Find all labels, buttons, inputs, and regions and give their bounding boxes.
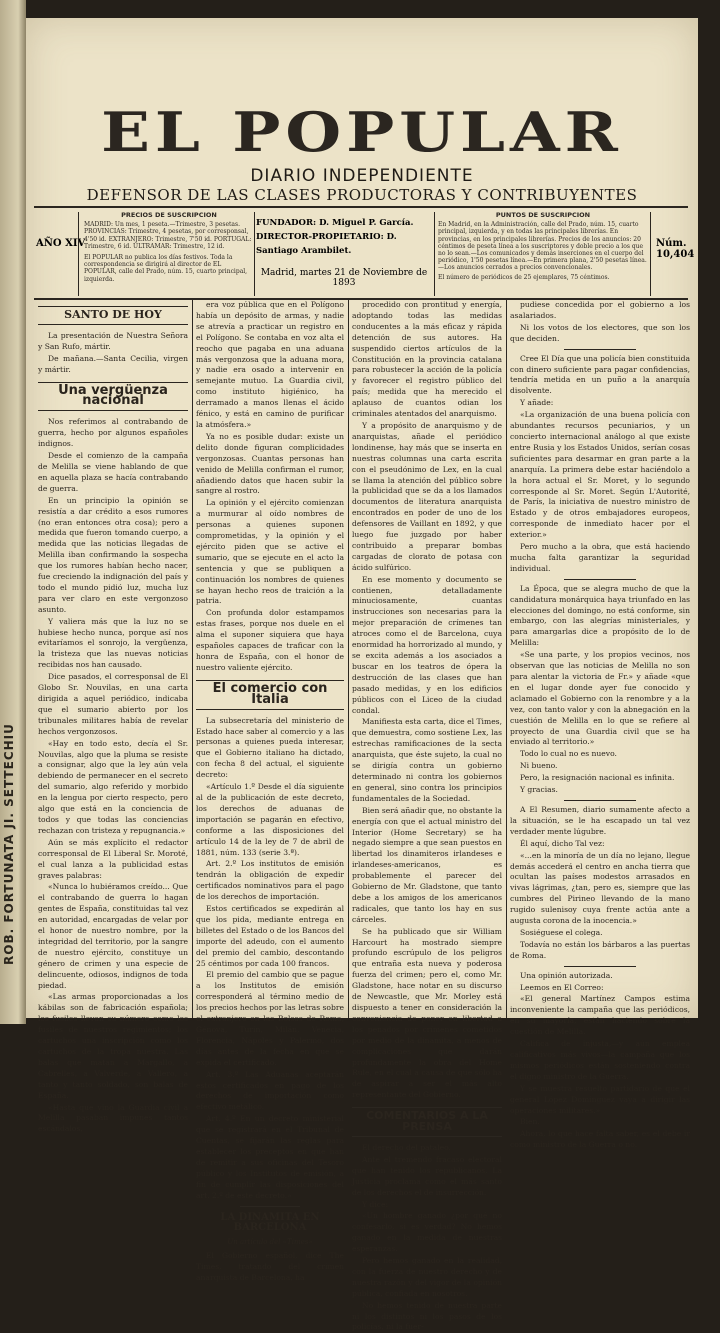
book-spine	[0, 0, 26, 1024]
subscription-prices-box	[84, 212, 254, 296]
subscription-points-box	[438, 212, 648, 296]
paragraph: A El Resumen, diario sumamente afecto a la situación, se le ha escapado un tal vez verdader mente lúgubre.	[510, 804, 690, 836]
paragraph: Nos referimos al contrabando de guerra, hecho por algunos españoles indignos.	[38, 417, 188, 449]
info-bar	[34, 208, 695, 300]
paragraph: «Se una parte, y los propios vecinos, nos observan que las noticias de Melilla no son para alentar la victoria de Fr.» y añade «que en el lugar donde ayer fue conocido y aclamado el Gobierno con la renombre y a la vez, con tanto valor y con la abnegación en la cuestión de Melilla en lo que se refiere al proyecto de una Guardia civil que se ha enviado al territorio.»	[510, 650, 690, 747]
paragraph: Y gracias.	[520, 785, 558, 795]
paragraph: «El general Martínez Campos estima inconveniente la campaña que las periódicos, en su mayoría, están haciendo sobre la cuestión de Melilla.	[510, 994, 690, 1037]
column-4	[510, 300, 690, 1150]
paragraph: Y añade:	[520, 398, 554, 408]
subscription-points-title: PUNTOS DE SUSCRIPCION	[495, 211, 591, 219]
paragraph: Aún se más explícito el redactor corresponsal de El Liberal Sr. Moroté, el cual lanza a la publicidad estas graves palabras:	[38, 837, 188, 880]
paragraph: Cree El Día que una policía bien constituida con dinero suficiente para pagar confidencias, tendría metida en un puño a la anarquía disolvente.	[510, 353, 690, 396]
divider	[78, 212, 79, 296]
newspaper-page	[26, 18, 698, 1332]
paragraph: Y valiera más que la luz no se hubiese hecho nunca, porque así nos evitaríamos el sonrojo, la vergüenza, la tristeza que las nuevas noticias recibidas nos han causado.	[38, 616, 188, 670]
founder-line: FUNDADOR: D. Miguel P. García.	[256, 218, 414, 228]
paragraph: En ese momento y documento se contienen, detalladamente minuciosamente, cuantas instrucciones son necesarias para la mejor preparación de crímenes tan atroces como el de Barcelona, cuya enormidad ha horrorizado al mundo, y se excita además a los asociados a buscar en los teatros de ópera la destrucción de las clases que han pasado medidas, y en los edificios públicos con el Liceo de la ciudad condal.	[352, 574, 502, 715]
paragraph: «La organización de una buena policía con abundantes recursos pecuniarios, y un concierto internacional análogo al que existe entre Rusia y los Estados Unidos, serían cosas suficientes para desarmar en gran parte a la anarquía. La primera debe estar haciéndolo a la hora actual el Sr. Moret, y lo segundo corresponde al Sr. Moret. Según L'Autorité, de París, la iniciativa de nuestro ministro de Estado y de otros embajadores europeos, corresponde de inmediato hacer por el exterior.»	[510, 410, 690, 540]
paragraph: Art. 2.º Los institutos de emisión tendrán la obligación de expedir certificados nominativos para el pago de los derechos de importación.	[196, 859, 344, 902]
paragraph: Y se muestra resuelto partidario de que el general López Domínguez vaya a dirigir las operaciones militares.»	[510, 1083, 690, 1115]
paragraph: procedido con prontitud y energía, adoptando todas las medidas conducentes a la más eficaz y rápida detención de sus autores. Ha suspendido ciertos artículos de la Constitución en la provincia catalana para robustecer la acción de la policía y favorecer el registro público del país; medida que ha merecido el aplauso de cuantos odian los criminales atentados del anarquismo.	[352, 300, 502, 419]
article-heading: El comercio con Italia	[196, 680, 344, 710]
paragraph: Y a propósito de anarquismo y de anarquistas, añade el periódico londinense, hay más que se inserta en nuestras columnas una carta escrita con el pseudónimo de Lex, en la cual se llama la atención del público sobre la publicidad que se da a los llamados documentos de literatura anarquista encontrados en poder de uno de los defensores de Vaillant en 1892, y que luego fue juzgado por haber contribuido a preparar bombas cargadas de clorato de potasa con ácido sulfúrico.	[352, 420, 502, 572]
paragraph: Art. 3.º Las Aduanas aceptarán estos certificados en pago de los derechos de importación como efectivo metálico.	[196, 1069, 344, 1112]
column-2	[196, 300, 344, 1283]
separator	[564, 579, 636, 580]
subscription-prices-text: MADRID: Un mes, 1 peseta.—Trimestre, 3 pesetas. PROVINCIAS: Trimestre, 4 pesetas, por corresponsal, 4'50 id. EXTRANJERO: Trimestre, 7'50 id. PORTUGAL: Trimestre, 6 id. ULTRAMAR: Trimestre, 12 id.	[84, 221, 252, 250]
paragraph: La opinión y el ejército comienzan a murmurar al oído nombres de personas a quienes suponen comprometidas, y la opinión y el ejército piden que se active el sumario, que se ejecute en el acto la sentencia y que se publiquen a continuación los nombres de quienes se hayan hecho reos de traición a la patria.	[196, 498, 344, 606]
masthead-subtitle: DIARIO INDEPENDIENTE	[250, 166, 474, 186]
paragraph: «Hay en todo esto, decía el Sr. Nouvilas, algo que la pluma se resiste a consignar, algo que la ley aún vela debiendo de permanecer en el secreto del sumario, algo referido y morbido en la lengua por cierto respecto, pero algo que está en la conciencia de todos y que todas las conciencias rechazan con tristeza y repugnancia.»	[38, 738, 188, 835]
paragraph: Bien será añadir que, no obstante la energía con que el actual ministro del Interior (Home Secretary) se ha negado siempre a que sean puestos en libertad los dinamiteros irlandeses e irlandeses-americanos, es probablemente el parecer del Gobierno de Mr. Gladstone, que tanto debe a los amigos de los americanos radicales, que tanto los hay en sus cárceles.	[352, 805, 502, 924]
paragraph: El derecho del pataleo.	[362, 1142, 451, 1152]
divider	[254, 212, 255, 296]
article-heading: COMENTARIOS A LA PRENSA	[352, 1107, 502, 1137]
column-3	[352, 300, 502, 1332]
director-line: DIRECTOR-PROPIETARIO: D. Santiago Arambilet.	[256, 232, 397, 256]
column-1	[38, 300, 188, 1134]
paragraph: Dice pasados, el corresponsal de El Globo Sr. Nouvilas, en una carta dirigida a aquel periódico, indicaba que el sumario abierto por los tribunales militares había de revelar hechos vergonzosos.	[38, 672, 188, 736]
paragraph: De mañana.—Santa Cecilia, virgen y mártir.	[38, 353, 188, 374]
paragraph: Bien.	[520, 1117, 540, 1127]
paragraph: Art. 4.º En un decreto ministerial que se registrará en el Tribunal de Cuentas, se fijarán las reglas para establecer los preceptos en que han de remitir a sus oficinas del Tesoro público y los Institutos de emisión, a fin de cumplir las disposiciones del art. 2.º de este decreto.»	[196, 1114, 344, 1200]
paragraph: Estos certificados se expedirán al que los pida, mediante entrega en billetes del Estado o de los Bancos del importe del adeudo, con el aumento del premio del cambio, descontando 25 céntimos por cada 100 francos.	[196, 904, 344, 968]
paragraph: Ante el tremendo fracaso electoral que han tenido los republicanos, La Justicia proclama como el más santo de los derechos el de insurrección.	[352, 1154, 502, 1197]
year-label: AÑO XIV	[36, 238, 86, 249]
saint-of-day-heading: SANTO DE HOY	[38, 306, 188, 325]
paragraph: Manifiesta esta carta, dice el Times, que demuestra, como sostiene Lex, las estrechas ramificaciones de la secta anarquista, que éste sujeto, la cual no se dirigía contra un gobierno determinado ni contra los gobiernos en general, sino contra los principios fundamentales de la Sociedad.	[352, 717, 502, 803]
column-divider	[506, 300, 507, 1018]
column-divider	[192, 300, 193, 1018]
paragraph: Y dice:	[362, 1199, 389, 1209]
paragraph: Todo lo cual no es nuevo.	[520, 749, 617, 759]
paragraph: «Las armas proporcionadas a los kábilas son de fabricación española; los fusiles llevan su número como los fusiles de nuestros regimientos; los cartuchos una inscripción como los cartuchos de la tropa nuestra. Las balas que matan a Margallo, a Cabrelles, a Valverde, a Vallero, a tanto y tanto soldado, son balas de España.	[38, 992, 188, 1100]
paragraph: Ni los votos de los electores, que son los que deciden.	[510, 322, 690, 343]
article-heading: Una vergüenza nacional	[38, 382, 188, 412]
subscription-points-text: En Madrid, en la Administración, calle del Prado, núm. 15, cuarto principal, izquierda, y en todas las principales librerías. En provincias, en los principales librerías. Precios de los anuncios: 20 céntimos de peseta línea a los suscriptores y doble precio a los que no lo sean.—Los comunicados y demás inserciones en el cuerpo del periódico, 1'50 pesetas línea.—En primera plana, 2'50 pesetas línea.—Los anuncios cerrados a precios convencionales.	[438, 221, 647, 272]
paragraph: «Un hombre ganado ¿por qué no confesarlo, si es verdad? No hemos ganado en la medida de nuestras esperanzas.	[352, 1211, 502, 1254]
paragraph: Todavía no están los bárbaros a las puertas de Roma.	[510, 939, 690, 960]
column-divider	[348, 300, 349, 1018]
paragraph: Pero hemos ganado en la realidad, con la fuerza de nuestro derecho y de nuestra razón y del vigor de la opinión pública, confiada en nosotros.	[352, 1256, 502, 1298]
paragraph: Se ha publicado que sir William Harcourt ha mostrado siempre profundo escrúpulo de los peligros que entraña esta nueva y poderosa fuerza del crimen; pero el, como Mr. Gladstone, hace notar en su discurso de Newcastle, que Mr. Morley está dispuesto a tener en consideración la conveniencia de poner en libertad a los penados por crímenes cometidos por medio de la dinamita, a menos de complicaciones que darán profundamente la obra del Home Rule, en el cual a causa de que sólo ha de aspirar a ser el más alto representante del Gobierno.	[352, 926, 502, 1100]
divider	[434, 212, 435, 296]
paragraph: En un principio la opinión se resistía a dar crédito a esos rumores (no eran entonces otra cosa); pero a medida que fueron tomando cuerpo, a medida que las noticias llegadas de Melilla iban confirmando la sospecha que los rumores habían hecho nacer, fue creciendo la indignación del país y todo el mundo pidió luz, mucha luz para ver claro en este vergonzoso asunto.	[38, 495, 188, 614]
separator	[564, 349, 636, 350]
paragraph: pudiese concedida por el gobierno a los asalariados.	[510, 300, 690, 320]
separator	[240, 1206, 299, 1207]
article-subheading: Un artículo del «Times»	[227, 1238, 313, 1247]
paragraph: Pero, la resignación nacional es infinita.	[520, 773, 675, 783]
paragraph: La subsecretaría del ministerio de Estado hace saber al comercio y a las personas a quienes pueda interesar, que el Gobierno italiano ha dictado, con fecha 8 del actual, el siguiente decreto:	[196, 715, 344, 780]
separator	[564, 800, 636, 801]
paragraph: Con profunda dolor estampamos estas frases, porque nos duele en el alma el suponer siquiera que haya españoles capaces de traficar con la honra de España, con el honor de nuestro valiente ejército.	[196, 608, 344, 672]
subscription-points-note: El número de periódicos de 25 ejemplares, 75 céntimos.	[438, 273, 610, 281]
paragraph: era voz pública que en el Polígono había un depósito de armas, y nadie se atrevía a practicar un registro en el Polígono. Se contaba en voz alta el reocho que pagaba en una aduana más vergonzosa que la aduana mora, y nadie era osado a intervenir en semejante mutuo. La Guardia civil, como instituto higiénico, ha derramado a manos llenas el ácido fénico, y está en camino de purificar la atmósfera.»	[196, 300, 344, 429]
issue-date: Madrid, martes 21 de Noviembre de 1893	[260, 268, 428, 288]
paragraph: El Gobierno español, dice The Times, tratando del crimen anarquista de Barcelona, ha	[196, 1251, 344, 1283]
paragraph: «...en la minoría de un día no lejano, llegue demás accederá el centro en ancha tierra que ocultan las países modestos arrasados en vivas lágrimas, ¿tan, pero es, siempre que las cumbres del Pirineo llevando de la mano rugido sulenisoy cuya frente actúa ante a augusta corona de la inocencia.»	[510, 850, 690, 926]
paragraph: Desde el comienzo de la campaña de Melilla se viene hablando de que en aquella plaza se hacía contrabando de guerra.	[38, 451, 188, 493]
paragraph: La presentación de Nuestra Señora y San Rufo, mártir.	[38, 330, 188, 351]
paragraph: El premio del cambio que se pague a los Institutos de emisión corresponderá al término medio de los precios hechos por las letras sobre el extranjero en las Bolsas de Roma, Génova, Turín, Milán, Venecia, Florencia, Nápoles y Palermo, dos días antes de la fecha en que se expida el certificado.	[196, 970, 344, 1067]
paragraph: Ya no es posible dudar: existe un delito donde figuran complicidades vergonzosas. Cuantas personas han venido de Melilla confirman el rumor, añadiendo datos que hacen subir la sangre al rostro.	[196, 431, 344, 496]
paragraph: Leemos en El Correo:	[520, 982, 604, 992]
paragraph: Ni bueno.	[520, 761, 558, 771]
paragraph: La Época, que se alegra mucho de que la candidatura monárquica haya triunfado en las elecciones del domingo, no está conforme, sin embargo, con las alegrías ministeriales, y para amargarlas dice a propósito de lo de Melilla:	[510, 583, 690, 648]
paragraph: Sosiéguese el colega.	[520, 927, 603, 937]
article-heading: LA DINAMITA EN BARCELONA	[220, 1211, 320, 1234]
paragraph: «Artículo 1.º Desde el día siguiente al de la publicación de este decreto, los derechos de aduanas de importación se pagarán en efectivo, conforme a las disposiciones del artículo 14 de la ley de 7 de abril de 1881, núm. 133 (serie 3.ª).	[196, 782, 344, 857]
masthead-tagline: DEFENSOR DE LAS CLASES PRODUCTORAS Y CONTRIBUYENTES	[86, 186, 638, 204]
spine-label: ROB. FORTUNATA JI. SETTECHIU	[2, 723, 16, 965]
paragraph: Él aquí, dicho Tal vez:	[520, 838, 605, 848]
divider	[650, 212, 651, 296]
masthead-title: EL POPULAR	[101, 100, 623, 165]
paragraph: Una opinión autorizada.	[520, 970, 613, 980]
paragraph: «Hasta que vino la Guardia civil a Melilla pasaban impunes tantos escándalos,	[38, 1102, 188, 1134]
paragraph: No hemos tenido de nuestra parte ni los distintos ni los pasos de los policías, ni la fuer-	[352, 1300, 502, 1332]
paragraph: Ahora, lo que hace falta saber, es el debe ir como ministro de la Guerra o no.	[510, 1129, 690, 1150]
separator	[564, 966, 636, 967]
subscription-prices-note: El POPULAR no publica los días festivos. Toda la correspondencia se dirigirá al director de EL POPULAR, calle del Prado, núm. 15, cuarto principal, izquierda.	[84, 254, 248, 283]
subscription-prices-title: PRECIOS DE SUSCRIPCION	[121, 211, 217, 219]
founder-block	[256, 216, 432, 258]
paragraph: «Nunca lo hubiéramos creído... Que el contrabando de guerra lo hagan gentes de España, constituidas tal vez en autoridad, encargadas de velar por el honor de nuestro nombre, por la integridad del territorio, por la sangre de nuestro ejército, constituye un género de crimen y una especie de delincuente, odiosos, indignos de toda piedad.	[38, 882, 188, 990]
paragraph: Califica de injusta,—y aún emplea calificativos más vivos—la campaña que los mismos periódicos están sosteniendo contra el digno ministro de la Guerra.	[510, 1039, 690, 1081]
paragraph: Pero mucho a la obra, que está haciendo mucha falta garantizar la seguridad individual.	[510, 542, 690, 573]
issue-number: Núm. 10,404	[656, 238, 695, 260]
